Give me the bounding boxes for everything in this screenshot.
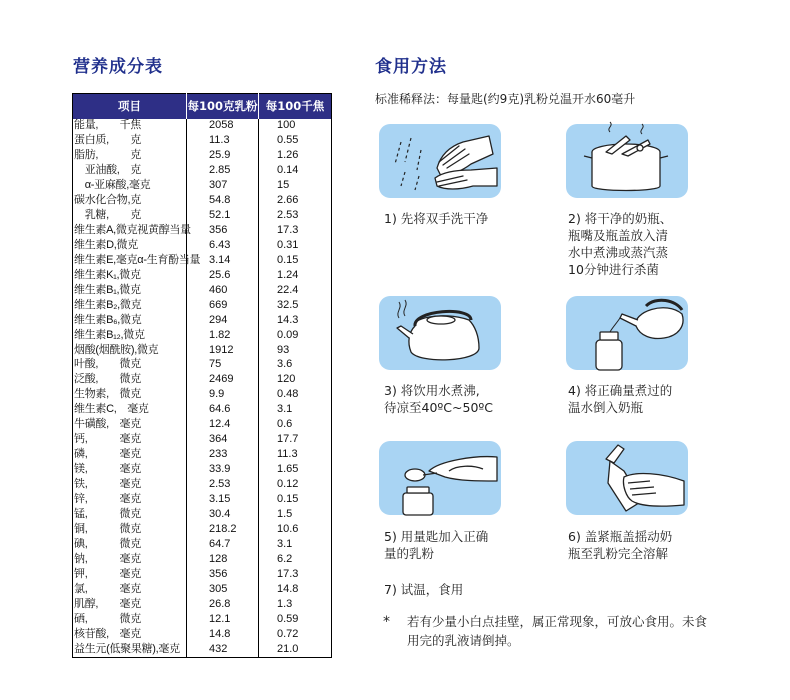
nutrient-name: 镁, 毫克 [73, 462, 187, 477]
washing-hands-icon [379, 124, 501, 198]
table-row [73, 597, 332, 612]
boiling-pot-icon [566, 124, 688, 198]
value-per-100kj: 0.48 [277, 388, 299, 401]
table-row [73, 268, 332, 283]
kettle-icon [379, 296, 501, 370]
value-per-100kj: 17.3 [277, 567, 299, 580]
value-per-100kj: 0.31 [277, 238, 299, 251]
value-per-100kj: 22.4 [277, 283, 299, 296]
nutrient-name: 脂肪, 克 [73, 148, 187, 163]
table-row [73, 537, 332, 552]
value-per-100g: 364 [187, 433, 259, 448]
nutrient-name: 维生素B₁,微克 [73, 283, 187, 298]
value-per-100kj: 0.15 [277, 493, 299, 506]
nutrient-name: 维生素B₂,微克 [73, 298, 187, 313]
nutrient-name: 蛋白质, 克 [73, 133, 187, 148]
value-per-100g: 54.8 [187, 193, 259, 208]
scoop-powder-icon [379, 441, 501, 515]
nutrient-name: 钠, 毫克 [73, 552, 187, 567]
value-per-100g: 460 [187, 283, 259, 298]
value-per-100g: 2.53 [187, 477, 259, 492]
step-3-illustration [379, 296, 501, 370]
table-row [73, 552, 332, 567]
table-row [73, 373, 332, 388]
nutrient-name: 硒, 微克 [73, 612, 187, 627]
value-per-100kj: 3.6 [277, 358, 293, 371]
value-per-100g: 233 [187, 447, 259, 462]
nutrient-name: 钾, 毫克 [73, 567, 187, 582]
nutrient-name: 泛酸, 微克 [73, 373, 187, 388]
table-row [73, 627, 332, 642]
table-row [73, 418, 332, 433]
nutrition-title: 营养成分表 [73, 57, 163, 77]
note-asterisk: * [383, 614, 390, 630]
table-row [73, 133, 332, 148]
value-per-100kj: 15 [277, 179, 290, 192]
value-per-100g: 218.2 [187, 522, 259, 537]
nutrient-name: 能量, 千焦 [73, 119, 187, 134]
value-per-100g: 12.1 [187, 612, 259, 627]
value-per-100kj: 14.8 [277, 582, 299, 595]
table-row [73, 612, 332, 627]
table-row [73, 403, 332, 418]
nutrient-name: 维生素C, 毫克 [73, 403, 187, 418]
table-row [73, 462, 332, 477]
value-per-100kj: 0.14 [277, 164, 299, 177]
value-per-100kj: 21.0 [259, 642, 332, 658]
value-per-100kj: 6.2 [277, 552, 293, 565]
table-row [73, 522, 332, 537]
nutrient-name: 碘, 微克 [73, 537, 187, 552]
value-per-100kj: 120 [277, 373, 296, 386]
nutrient-name: 氯, 毫克 [73, 582, 187, 597]
nutrient-name: 锰, 微克 [73, 507, 187, 522]
value-per-100g: 2469 [187, 373, 259, 388]
header-per-100g: 每100克乳粉 [187, 94, 259, 119]
value-per-100g: 128 [187, 552, 259, 567]
header-per-100kj: 每100千焦 [259, 94, 332, 119]
step-1-caption: 1) 先将双手洗干净 [384, 211, 489, 226]
value-per-100g: 356 [187, 567, 259, 582]
table-row [73, 642, 332, 658]
table-row [73, 208, 332, 223]
nutrient-name: 益生元(低聚果糖),毫克 [73, 642, 187, 658]
value-per-100g: 2.85 [187, 163, 259, 178]
note-text: 若有少量小白点挂壁，属正常现象，可放心食用。未食用完的乳液请倒掉。 [407, 614, 708, 648]
step-1-illustration [379, 124, 501, 198]
value-per-100g: 356 [187, 223, 259, 238]
standard-dilution: 标准稀释法：每量匙(约9克)乳粉兑温开水60毫升 [375, 92, 636, 106]
nutrient-name: 维生素D,微克 [73, 238, 187, 253]
value-per-100g: 305 [187, 582, 259, 597]
pour-water-icon [566, 296, 688, 370]
header-item: 项目 [73, 94, 187, 119]
table-row [73, 492, 332, 507]
value-per-100g: 30.4 [187, 507, 259, 522]
table-row [73, 178, 332, 193]
step-6-caption: 6) 盖紧瓶盖摇动奶 瓶至乳粉完全溶解 [568, 529, 673, 561]
nutrient-name: 乳糖, 克 [73, 208, 187, 223]
table-row [73, 253, 332, 268]
value-per-100g: 52.1 [187, 208, 259, 223]
value-per-100kj: 93 [277, 343, 290, 356]
nutrient-name: 肌醇, 毫克 [73, 597, 187, 612]
nutrient-name: 核苷酸, 毫克 [73, 627, 187, 642]
value-per-100g: 11.3 [187, 133, 259, 148]
step-5-illustration [379, 441, 501, 515]
value-per-100g: 3.14 [187, 253, 259, 268]
value-per-100kj: 0.59 [277, 612, 299, 625]
nutrient-name: 亚油酸, 克 [73, 163, 187, 178]
table-row [73, 507, 332, 522]
value-per-100g: 12.4 [187, 418, 259, 433]
value-per-100kj: 10.6 [277, 522, 299, 535]
table-row [73, 388, 332, 403]
nutrient-name: α-亚麻酸,毫克 [73, 178, 187, 193]
table-row [73, 433, 332, 448]
value-per-100g: 9.9 [187, 388, 259, 403]
value-per-100g: 3.15 [187, 492, 259, 507]
table-row [73, 193, 332, 208]
nutrient-name: 生物素, 微克 [73, 388, 187, 403]
nutrient-name: 维生素E,毫克α-生育酚当量 [73, 253, 187, 268]
step-6-illustration [566, 441, 688, 515]
value-per-100kj: 2.53 [277, 208, 299, 221]
step-7-caption: 7) 试温，食用 [384, 582, 464, 597]
value-per-100g: 432 [187, 642, 259, 658]
step-2-caption: 2) 将干净的奶瓶、 瓶嘴及瓶盖放入清 水中煮沸或蒸汽蒸 10分钟进行杀菌 [568, 211, 673, 277]
step-3-caption: 3) 将饮用水煮沸, 待凉至40ºC~50ºC [384, 383, 494, 415]
nutrient-name: 烟酸(烟酰胺),微克 [73, 343, 187, 358]
value-per-100kj: 17.7 [277, 433, 299, 446]
value-per-100kj: 3.1 [277, 537, 293, 550]
value-per-100g: 75 [187, 358, 259, 373]
value-per-100g: 25.6 [187, 268, 259, 283]
value-per-100kj: 100 [277, 119, 296, 132]
table-row [73, 313, 332, 328]
value-per-100g: 669 [187, 298, 259, 313]
table-row [73, 298, 332, 313]
step-2-illustration [566, 124, 688, 198]
table-row [73, 358, 332, 373]
nutrient-name: 维生素K₁,微克 [73, 268, 187, 283]
value-per-100kj: 0.15 [277, 253, 299, 266]
value-per-100kj: 1.5 [277, 508, 293, 520]
value-per-100g: 33.9 [187, 462, 259, 477]
value-per-100kj: 2.66 [277, 193, 299, 206]
value-per-100kj: 1.24 [277, 268, 299, 281]
value-per-100kj: 1.26 [277, 149, 299, 162]
value-per-100g: 64.7 [187, 537, 259, 552]
value-per-100g: 307 [187, 178, 259, 193]
value-per-100kj: 0.6 [277, 418, 293, 431]
step-5-caption: 5) 用量匙加入正确 量的乳粉 [384, 529, 489, 561]
value-per-100kj: 1.65 [277, 463, 299, 476]
value-per-100g: 1.82 [187, 328, 259, 343]
nutrition-table [72, 93, 332, 658]
nutrient-name: 维生素B₆,微克 [73, 313, 187, 328]
nutrient-name: 锌, 毫克 [73, 492, 187, 507]
value-per-100kj: 11.3 [277, 448, 298, 461]
value-per-100kj: 0.09 [277, 328, 299, 341]
nutrient-name: 维生素A,微克视黄醇当量 [73, 223, 187, 238]
nutrient-name: 铜, 微克 [73, 522, 187, 537]
value-per-100kj: 17.3 [277, 223, 299, 236]
value-per-100kj: 14.3 [277, 313, 299, 326]
value-per-100g: 64.6 [187, 403, 259, 418]
table-row [73, 148, 332, 163]
value-per-100g: 6.43 [187, 238, 259, 253]
value-per-100kj: 3.1 [277, 403, 293, 416]
value-per-100kj: 0.12 [277, 478, 299, 491]
value-per-100kj: 0.55 [277, 134, 299, 147]
value-per-100g: 294 [187, 313, 259, 328]
table-row [73, 447, 332, 462]
value-per-100kj: 32.5 [277, 298, 299, 311]
table-row [73, 477, 332, 492]
value-per-100kj: 0.72 [277, 627, 299, 640]
table-row [73, 119, 332, 134]
table-row [73, 567, 332, 582]
step-4-caption: 4) 将正确量煮过的 温水倒入奶瓶 [568, 383, 673, 415]
nutrient-name: 维生素B₁₂,微克 [73, 328, 187, 343]
table-row [73, 163, 332, 178]
step-4-illustration [566, 296, 688, 370]
table-row [73, 328, 332, 343]
value-per-100g: 2058 [187, 119, 259, 134]
value-per-100g: 1912 [187, 343, 259, 358]
value-per-100g: 14.8 [187, 627, 259, 642]
nutrient-name: 叶酸, 微克 [73, 358, 187, 373]
nutrient-name: 钙, 毫克 [73, 433, 187, 448]
value-per-100kj: 1.3 [277, 597, 293, 610]
table-row [73, 223, 332, 238]
table-row [73, 283, 332, 298]
usage-title: 食用方法 [375, 57, 447, 77]
table-row [73, 238, 332, 253]
table-row [73, 582, 332, 597]
value-per-100g: 25.9 [187, 148, 259, 163]
nutrition-header-row [73, 94, 332, 119]
nutrient-name: 碳水化合物,克 [73, 193, 187, 208]
shake-bottle-icon [566, 441, 688, 515]
table-row [73, 343, 332, 358]
nutrient-name: 铁, 毫克 [73, 477, 187, 492]
nutrient-name: 磷, 毫克 [73, 447, 187, 462]
value-per-100g: 26.8 [187, 597, 259, 612]
nutrient-name: 牛磺酸, 毫克 [73, 418, 187, 433]
